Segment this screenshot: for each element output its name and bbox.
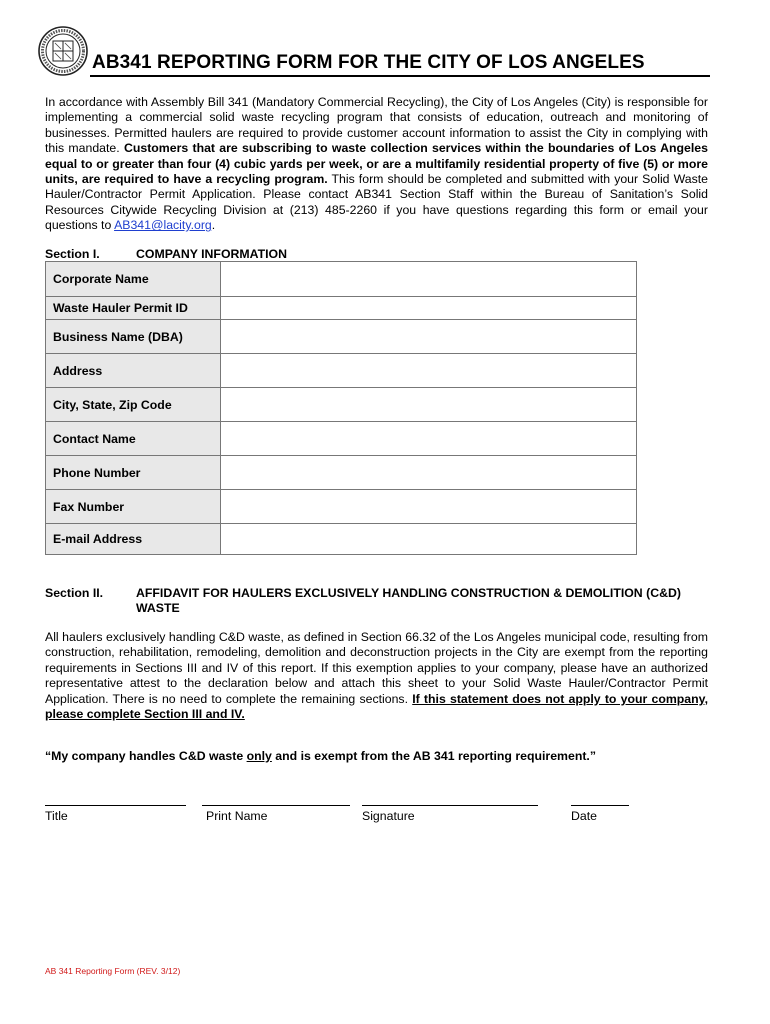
business-name-field[interactable] bbox=[221, 320, 637, 354]
field-label: City, State, Zip Code bbox=[46, 388, 221, 422]
section-2-number: Section II. bbox=[45, 586, 104, 600]
exemption-statement bbox=[45, 749, 708, 763]
phone-number-field[interactable] bbox=[221, 456, 637, 490]
table-row bbox=[46, 262, 637, 297]
address-field[interactable] bbox=[221, 354, 637, 388]
field-label: Phone Number bbox=[46, 456, 221, 490]
field-label: Fax Number bbox=[46, 490, 221, 524]
city-state-zip-field[interactable] bbox=[221, 388, 637, 422]
signature-line[interactable] bbox=[362, 805, 538, 806]
form-title: AB341 REPORTING FORM FOR THE CITY OF LOS ANGELES bbox=[92, 52, 645, 73]
table-row bbox=[46, 297, 637, 320]
table-row bbox=[46, 422, 637, 456]
email-address-field[interactable] bbox=[221, 524, 637, 555]
company-info-table bbox=[45, 261, 637, 555]
form-revision-footer: AB 341 Reporting Form (REV. 3/12) bbox=[45, 966, 181, 976]
table-row bbox=[46, 524, 637, 555]
section-2-title: AFFIDAVIT FOR HAULERS EXCLUSIVELY HANDLING CONSTRUCTION & DEMOLITION (C&D) WASTE bbox=[136, 586, 681, 616]
title-label: Title bbox=[45, 809, 68, 823]
field-label: Waste Hauler Permit ID bbox=[46, 297, 221, 320]
field-label: Corporate Name bbox=[46, 262, 221, 297]
table-row bbox=[46, 388, 637, 422]
statement-text-1: “My company handles C&D waste bbox=[45, 749, 247, 763]
statement-text-2: and is exempt from the AB 341 reporting requirement.” bbox=[271, 749, 596, 763]
intro-text-1: In accordance with Assembly Bill 341 (Mandatory Commercial Recycling), the City of Los Angeles (City) is responsible for implementing a commercial solid waste recycling program that consists of education, outreach and monitoring of businesses. Permitted haulers are required to provide customer account information to assist the City in complying with this mandate. bbox=[45, 95, 708, 156]
section-1-title: COMPANY INFORMATION bbox=[136, 247, 287, 261]
contact-name-field[interactable] bbox=[221, 422, 637, 456]
field-label: Contact Name bbox=[46, 422, 221, 456]
table-row bbox=[46, 354, 637, 388]
affidavit-paragraph bbox=[45, 630, 708, 722]
section-1-number: Section I. bbox=[45, 247, 100, 261]
intro-text-3: . bbox=[211, 218, 216, 233]
intro-bold-text: Customers that are subscribing to waste collection services within the boundaries of Los Angeles equal to or greater than four (4) cubic yards per week, or are a multifamily residential property of five (5) or more units, are required to have a recycling program. bbox=[45, 141, 708, 187]
statement-emphasis: only bbox=[246, 749, 272, 763]
table-row bbox=[46, 320, 637, 354]
date-signature-line[interactable] bbox=[571, 805, 629, 806]
table-row bbox=[46, 490, 637, 524]
email-link[interactable]: AB341@lacity.org bbox=[114, 218, 212, 233]
field-label: Business Name (DBA) bbox=[46, 320, 221, 354]
affidavit-text: All haulers exclusively handling C&D waste, as defined in Section 66.32 of the Los Angeles municipal code, resulting from construction, rehabilitation, remodeling, demolition and deconstruction projects in the City are exempt from the reporting requirements in Sections III and IV of this report. If this exemption applies to your company, please have an authorized representative attest to the declaration below and attach this sheet to your Solid Waste Hauler/Contractor Permit Application. There is no need to complete the remaining sections. bbox=[45, 630, 708, 706]
date-label: Date bbox=[571, 809, 597, 823]
fax-number-field[interactable] bbox=[221, 490, 637, 524]
intro-text-2: This form should be completed and submitted with your Solid Waste Hauler/Contractor Permit Application. Please contact AB341 Section Staff within the Bureau of Sanitation’s Solid Resources Citywide Recycling Division at (213) 485-2260 if you have questions regarding this form or email your questions to bbox=[45, 172, 708, 233]
field-label: E-mail Address bbox=[46, 524, 221, 555]
affidavit-bold-text: If this statement does not apply to your company, please complete Section III and IV. bbox=[45, 691, 708, 722]
corporate-name-field[interactable] bbox=[221, 262, 637, 297]
title-signature-line[interactable] bbox=[45, 805, 186, 806]
city-seal-icon bbox=[38, 26, 88, 76]
print-name-signature-line[interactable] bbox=[202, 805, 350, 806]
intro-paragraph bbox=[45, 95, 708, 234]
field-label: Address bbox=[46, 354, 221, 388]
signature-label: Signature bbox=[362, 809, 415, 823]
title-divider bbox=[90, 75, 710, 77]
print-name-label: Print Name bbox=[206, 809, 268, 823]
permit-id-field[interactable] bbox=[221, 297, 637, 320]
table-row bbox=[46, 456, 637, 490]
